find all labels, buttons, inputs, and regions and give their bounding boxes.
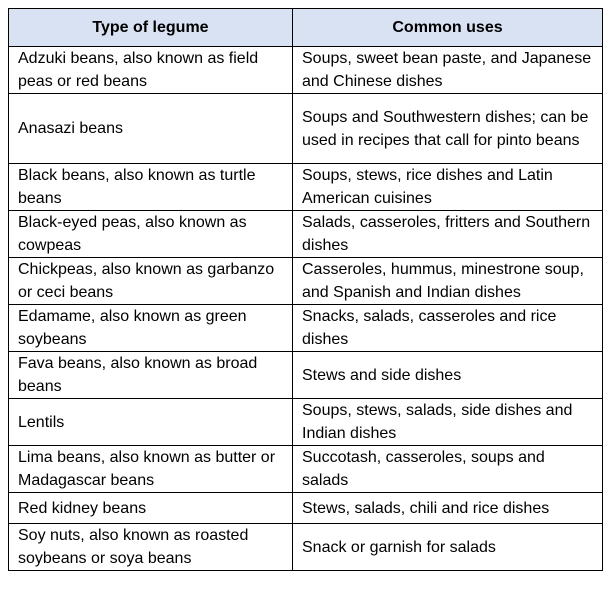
legume-type-cell: Black beans, also known as turtle beans — [9, 164, 293, 211]
common-uses-cell: Soups and Southwestern dishes; can be used in recipes that call for pinto beans — [293, 94, 603, 164]
legume-type-cell: Anasazi beans — [9, 94, 293, 164]
table-row — [9, 493, 603, 524]
table-row — [9, 258, 603, 305]
legume-type-cell: Adzuki beans, also known as field peas or red beans — [9, 47, 293, 94]
common-uses-cell: Stews, salads, chili and rice dishes — [293, 493, 603, 524]
table-header — [9, 9, 603, 47]
table-row — [9, 164, 603, 211]
legume-type-cell: Edamame, also known as green soybeans — [9, 305, 293, 352]
common-uses-cell: Soups, sweet bean paste, and Japanese and Chinese dishes — [293, 47, 603, 94]
common-uses-cell: Snacks, salads, casseroles and rice dishes — [293, 305, 603, 352]
table-body — [9, 47, 603, 571]
table-row — [9, 524, 603, 571]
header-row — [9, 9, 603, 47]
header-type-of-legume: Type of legume — [9, 9, 293, 47]
common-uses-cell: Snack or garnish for salads — [293, 524, 603, 571]
common-uses-cell: Stews and side dishes — [293, 352, 603, 399]
table-row — [9, 211, 603, 258]
common-uses-cell: Soups, stews, salads, side dishes and Indian dishes — [293, 399, 603, 446]
table-row — [9, 446, 603, 493]
table-row — [9, 305, 603, 352]
common-uses-cell: Soups, stews, rice dishes and Latin American cuisines — [293, 164, 603, 211]
common-uses-cell: Succotash, casseroles, soups and salads — [293, 446, 603, 493]
header-common-uses: Common uses — [293, 9, 603, 47]
legume-table — [8, 8, 603, 571]
legume-type-cell: Fava beans, also known as broad beans — [9, 352, 293, 399]
table-row — [9, 47, 603, 94]
table-row — [9, 94, 603, 164]
common-uses-cell: Salads, casseroles, fritters and Southern dishes — [293, 211, 603, 258]
table-row — [9, 352, 603, 399]
legume-type-cell: Lentils — [9, 399, 293, 446]
legume-type-cell: Soy nuts, also known as roasted soybeans or soya beans — [9, 524, 293, 571]
legume-type-cell: Black-eyed peas, also known as cowpeas — [9, 211, 293, 258]
legume-type-cell: Lima beans, also known as butter or Madagascar beans — [9, 446, 293, 493]
table-row — [9, 399, 603, 446]
legume-type-cell: Red kidney beans — [9, 493, 293, 524]
legume-type-cell: Chickpeas, also known as garbanzo or ceci beans — [9, 258, 293, 305]
common-uses-cell: Casseroles, hummus, minestrone soup, and Spanish and Indian dishes — [293, 258, 603, 305]
